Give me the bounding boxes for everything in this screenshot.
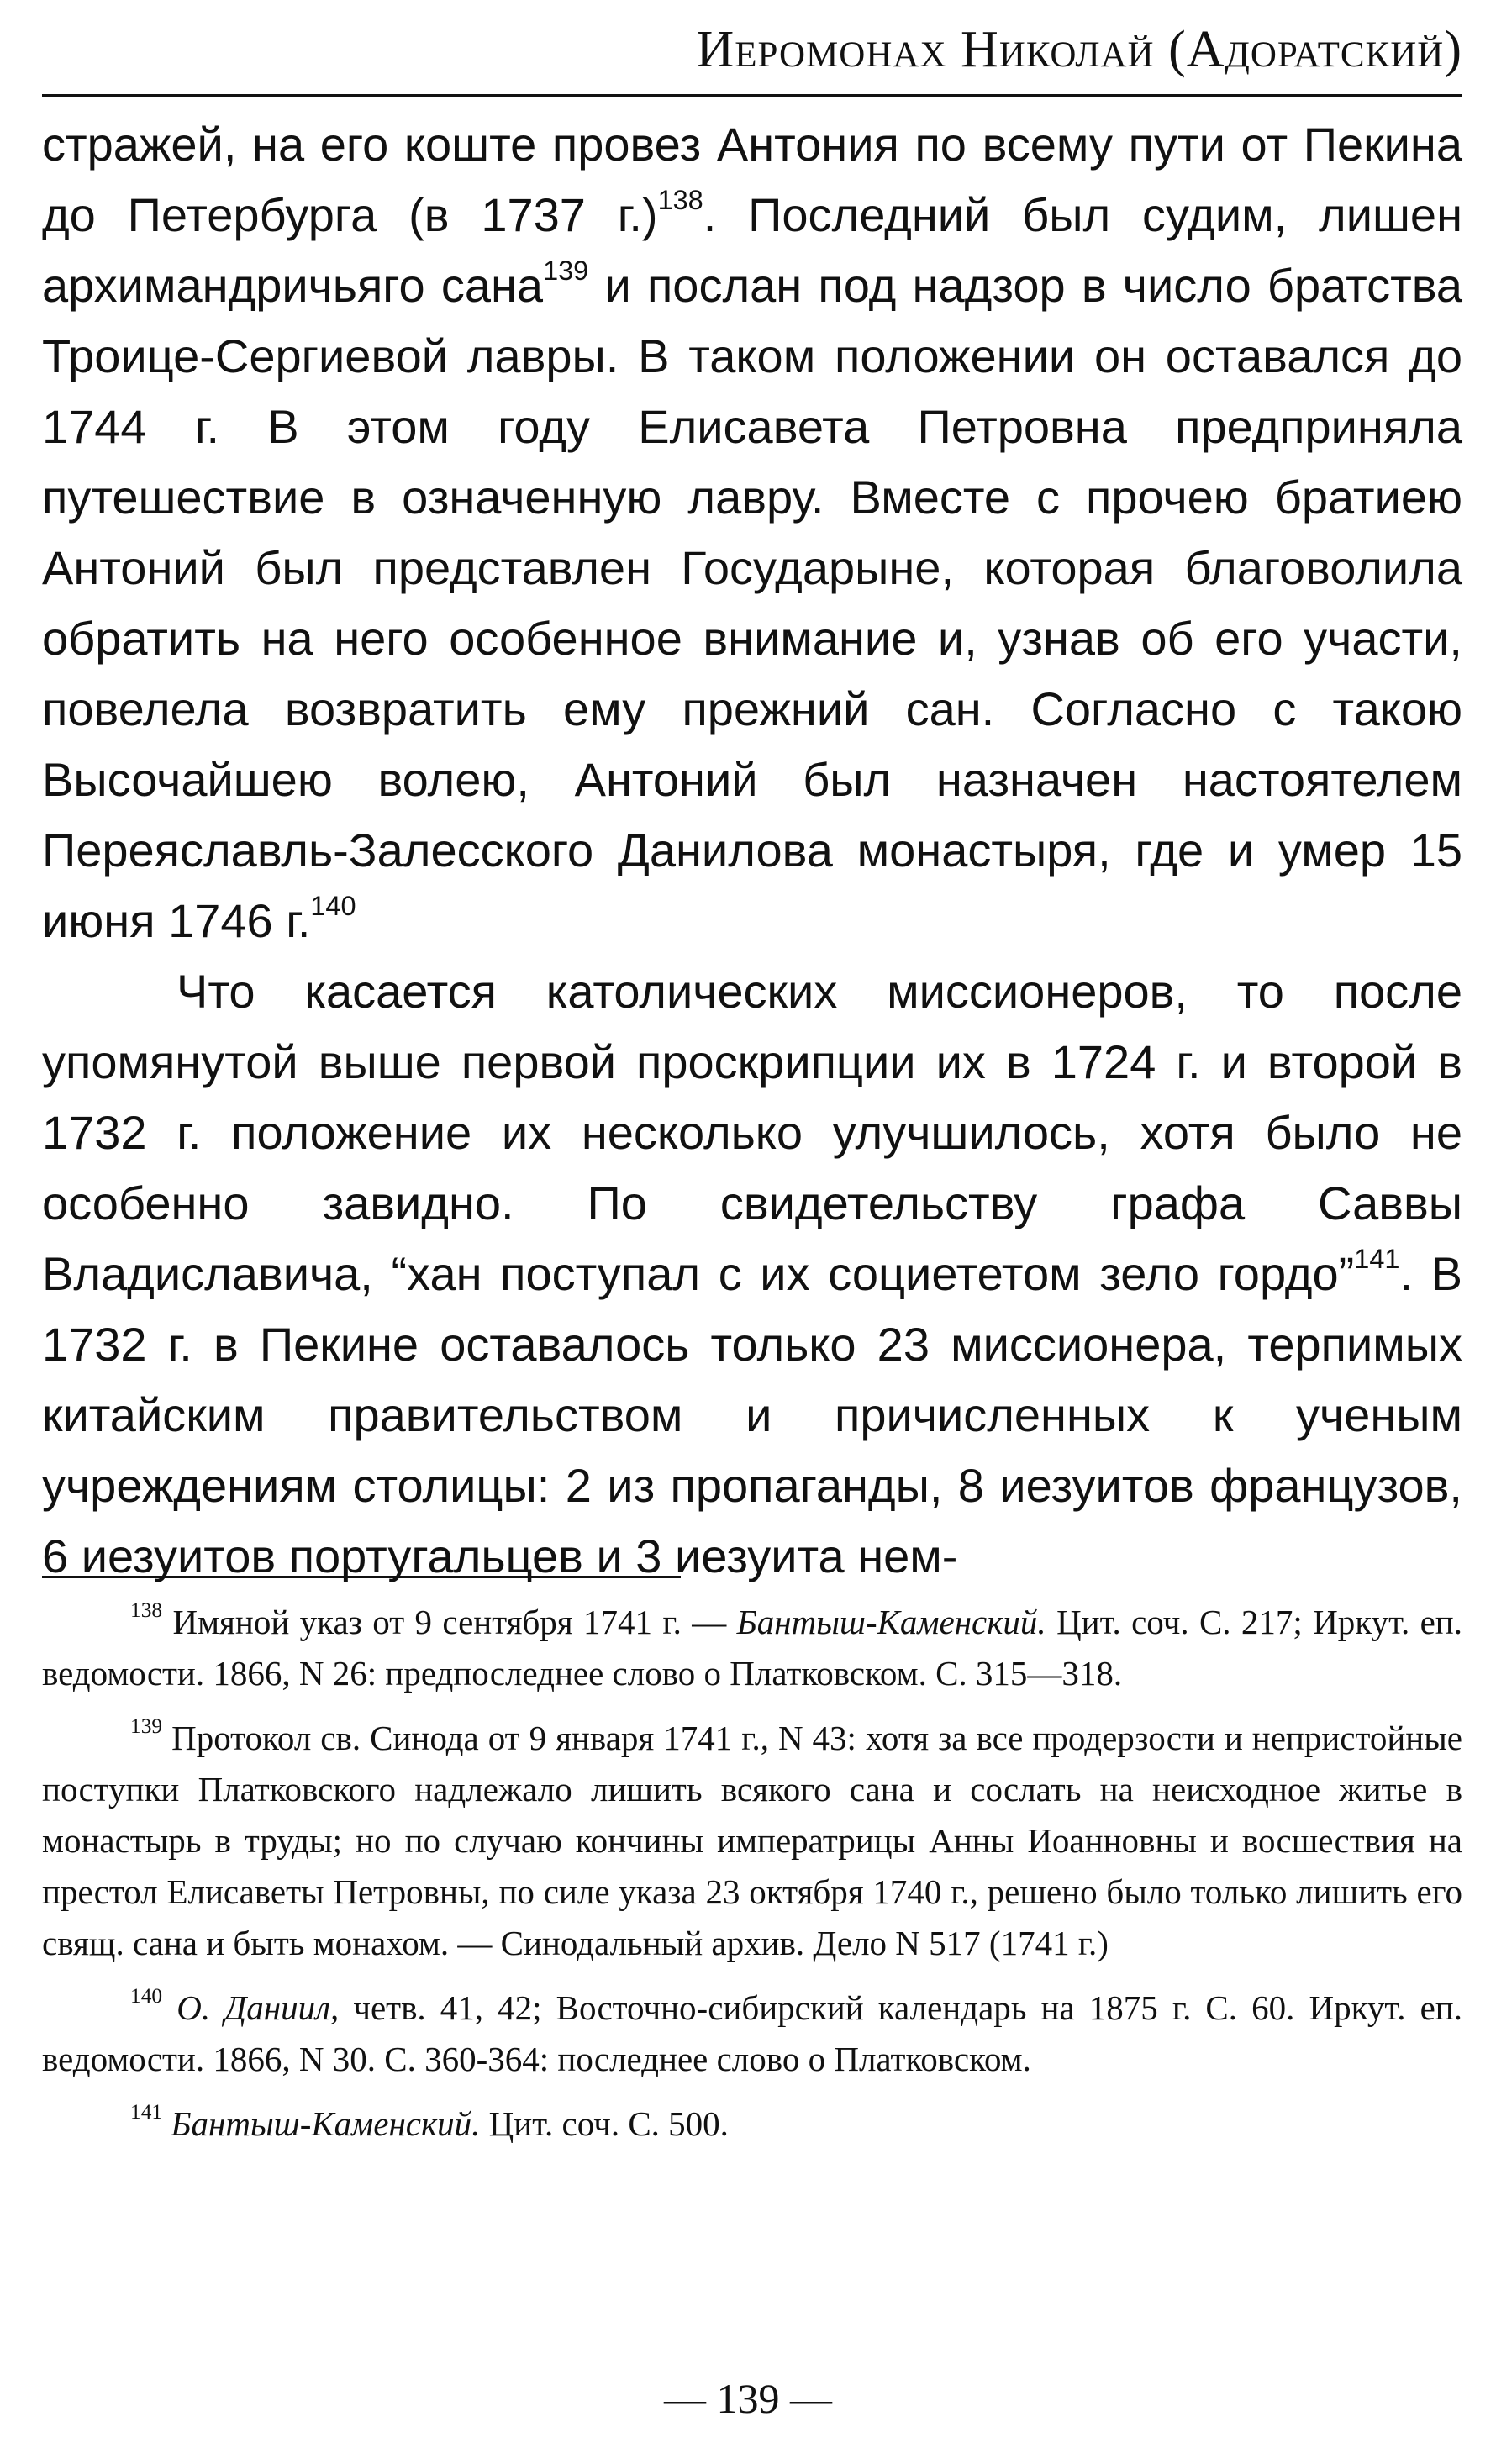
- footnote-number: 141: [130, 2100, 163, 2124]
- footnote-139: [42, 1713, 1462, 1969]
- footnote-number: 139: [130, 1714, 163, 1739]
- footnote-ref[interactable]: 139: [543, 255, 589, 286]
- footnote-author: О. Даниил,: [176, 1988, 340, 2027]
- running-header: Иеромонах Николай (Адоратский): [696, 21, 1462, 78]
- footnote-140: [42, 1982, 1462, 2085]
- footnote-141: [42, 2098, 1462, 2150]
- page-number: — 139 —: [664, 2375, 832, 2422]
- footnote-text: Имяной указ от 9 сентября 1741 г. —: [172, 1603, 737, 1641]
- footnote-ref[interactable]: 140: [310, 890, 356, 921]
- footnotes: [42, 1597, 1462, 2163]
- footnote-text: Цит. соч. С. 500.: [480, 2104, 729, 2143]
- footnote-author: Бантыш-Каменский.: [171, 2104, 481, 2143]
- main-text: [42, 109, 1462, 1592]
- footnote-ref[interactable]: 138: [657, 184, 703, 215]
- footnote-text: Цит. соч. С. 217; Иркут. еп. ведомости. 1866, N 26: предпоследнее слово о Платковском. С. 315—318.: [42, 1603, 1463, 1693]
- paragraph-1: [42, 109, 1462, 956]
- text-span: и послан под надзор в число братства Троице-Сергиевой лавры. В таком положении он оставался до 1744 г. В этом году Елисавета Петровна предприняла путешествие в означенную лавру. Вместе с прочею братиею Антоний был представлен Государыне, которая благоволила обратить на него особенное внимание и, узнав об его участи, повелела возвратить ему прежний сан. Согласно с такою Высочайшею волею, Антоний был назначен настоятелем Переяславль-Залесского Данилова монастыря, где и умер 15 июня 1746 г.: [42, 259, 1462, 947]
- text-span: . В 1732 г. в Пекине оставалось только 23 миссионера, терпимых китайским правительством и причисленных к ученым учреждениям столицы: 2 из пропаганды, 8 иезуитов французов, 6 иезуитов португальцев и 3 иезуита нем-: [42, 1247, 1462, 1582]
- text-span: Что касается католических миссионеров, то после упомянутой выше первой проскрипции их в 1724 г. и второй в 1732 г. положение их несколько улучшилось, хотя было не особенно завидно. По свидетельству графа Саввы Владиславича, “хан поступал с их социететом зело гордо”: [42, 965, 1462, 1300]
- footnote-separator: [42, 1576, 681, 1578]
- footnote-text: четв. 41, 42; Восточно-сибирский календарь на 1875 г. С. 60. Иркут. еп. ведомости. 1866, N 30. С. 360-364: последнее слово о Платковском.: [42, 1988, 1462, 2078]
- header-rule: [42, 94, 1462, 97]
- footnote-138: [42, 1597, 1462, 1699]
- footnote-text: Протокол св. Синода от 9 января 1741 г., N 43: хотя за все продерзости и непристойные поступки Платковского надлежало лишить всякого сана и сослать на неисходное житье в монастырь в труды; но по случаю кончины императрицы Анны Иоанновны и восшествия на престол Елисаветы Петровны, по силе указа 23 октября 1740 г., решено было только лишить его свящ. сана и быть монахом. — Синодальный архив. Дело N 517 (1741 г.): [42, 1719, 1462, 1962]
- text-span: . Последний был судим, лишен архимандричьяго сана: [42, 188, 1462, 312]
- paragraph-2: [42, 956, 1462, 1592]
- footnote-author: Бантыш-Каменский.: [736, 1603, 1046, 1641]
- footnote-number: 140: [130, 1984, 163, 2009]
- footnote-ref[interactable]: 141: [1354, 1243, 1400, 1274]
- footnote-number: 138: [130, 1598, 163, 1623]
- text-span: стражей, на его коште провез Антония по всему пути от Пекина до Петербурга (в 1737 г.): [42, 118, 1462, 241]
